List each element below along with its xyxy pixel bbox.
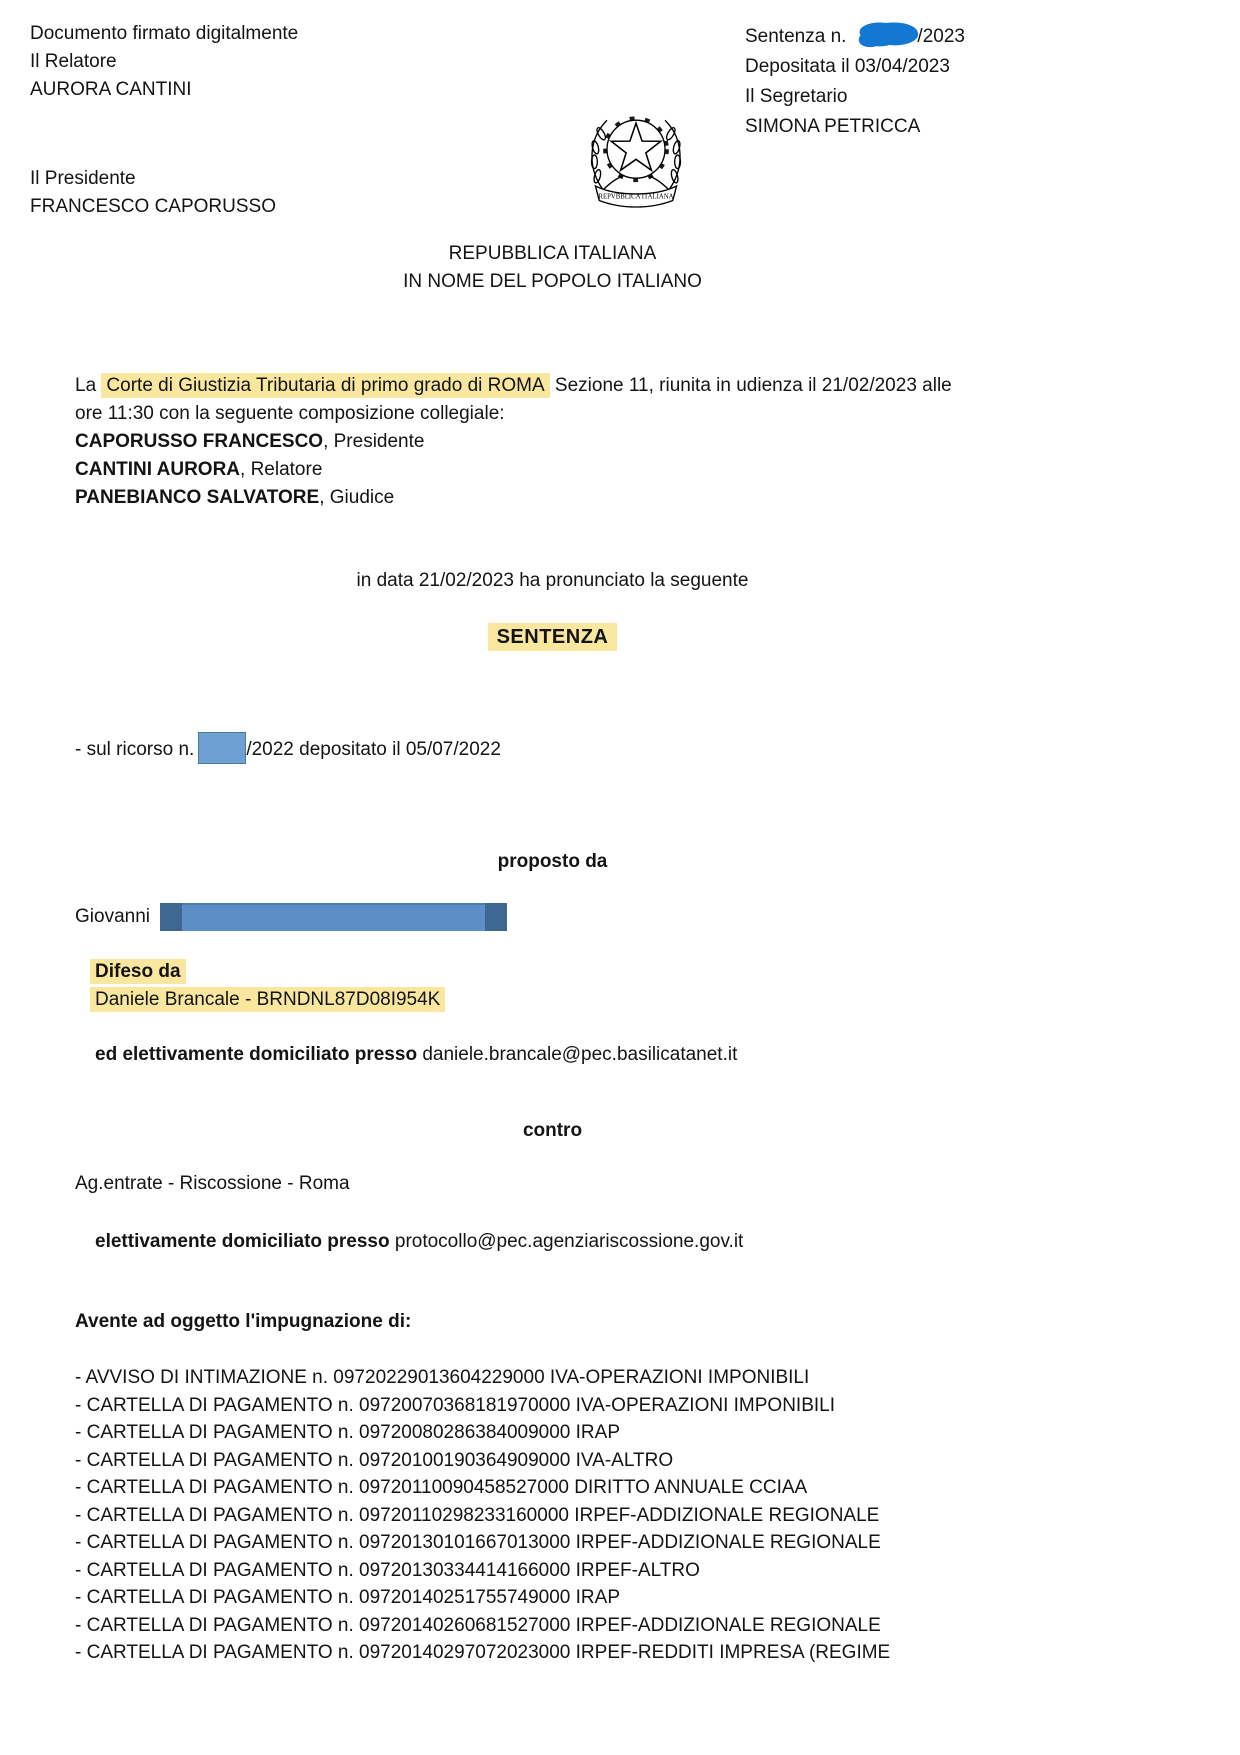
presidente-label: Il Presidente: [30, 168, 136, 189]
ricorso-post: /2022 depositato il 05/07/2022: [246, 739, 501, 760]
list-item: - AVVISO DI INTIMAZIONE n. 09720229013604229000 IVA-OPERAZIONI IMPONIBILI: [75, 1367, 810, 1388]
redaction-box: [198, 732, 246, 764]
court-name-highlight: Corte di Giustizia Tributaria di primo grado di ROMA: [101, 373, 549, 398]
panel-member-row: [75, 456, 1030, 484]
proposto-da-heading: proposto da: [497, 851, 608, 872]
difensore-line: [90, 986, 445, 1014]
intro-post: Sezione 11, riunita in udienza il 21/02/2023 alle: [549, 375, 952, 396]
intro-paragraph: [75, 372, 1030, 512]
redaction-bar-cap: [485, 903, 507, 931]
star-icon: [611, 123, 661, 170]
digitally-signed-note: Documento firmato digitalmente: [30, 23, 299, 44]
intro-pre: La: [75, 375, 102, 396]
contro-heading: contro: [522, 1120, 583, 1141]
panel-member-name: PANEBIANCO SALVATORE: [75, 487, 320, 508]
ricorrente-first-name: Giovanni: [75, 906, 150, 927]
domicile-bold: elettivamente domiciliato presso: [95, 1231, 390, 1252]
intro-line-2: ore 11:30 con la seguente composizione collegiale:: [75, 403, 505, 424]
masthead: [75, 240, 1030, 296]
list-item: - CARTELLA DI PAGAMENTO n. 09720140297072023000 IRPEF-REDDITI IMPRESA (REGIME: [75, 1642, 891, 1663]
panel-member-name: CANTINI AURORA: [75, 459, 241, 480]
sentenza-info-block: [745, 20, 965, 142]
deposited-line: Depositata il 03/04/2023: [745, 56, 950, 77]
list-item: - CARTELLA DI PAGAMENTO n. 09720100190364909000 IVA-ALTRO: [75, 1449, 674, 1471]
sentenza-heading: [75, 622, 1030, 653]
list-item: - CARTELLA DI PAGAMENTO n. 09720070368181970000 IVA-OPERAZIONI IMPONIBILI: [75, 1394, 835, 1416]
panel-member-role: , Presidente: [323, 431, 425, 452]
resistente-line: Ag.entrate - Riscossione - Roma: [75, 1173, 350, 1194]
domicile-line-ricorrente: [95, 1041, 737, 1069]
list-item: - CARTELLA DI PAGAMENTO n. 09720110090458527000 DIRITTO ANNUALE CCIAA: [75, 1477, 808, 1498]
domicile-line-resistente: [95, 1228, 743, 1256]
list-item: - CARTELLA DI PAGAMENTO n. 09720110298233160000 IRPEF-ADDIZIONALE REGIONALE: [75, 1504, 880, 1526]
redaction-bar-cap: [160, 903, 182, 931]
difeso-da-block: [90, 958, 445, 1014]
contested-acts-list: [75, 1364, 1225, 1667]
relatore-name: AURORA CANTINI: [30, 79, 192, 100]
signature-block-relatore: [30, 20, 298, 104]
pronouncement-line: in data 21/02/2023 ha pronunciato la seguente: [356, 570, 749, 591]
panel-member-row: [75, 484, 1030, 512]
ricorso-pre: - sul ricorso n.: [75, 739, 195, 760]
segretario-label: Il Segretario: [745, 86, 848, 107]
italy-republic-emblem-icon: [578, 100, 694, 212]
sentenza-number-label: Sentenza n.: [745, 26, 847, 47]
list-item: - CARTELLA DI PAGAMENTO n. 09720080286384009000 IRAP: [75, 1422, 620, 1443]
list-item: - CARTELLA DI PAGAMENTO n. 09720140251755749000 IRAP: [75, 1587, 620, 1608]
republic-title: REPUBBLICA ITALIANA: [448, 243, 657, 264]
presidente-name: FRANCESCO CAPORUSSO: [30, 196, 276, 217]
segretario-name: SIMONA PETRICCA: [745, 116, 921, 137]
domicile-pec-address: daniele.brancale@pec.basilicatanet.it: [417, 1044, 738, 1065]
difensore-highlight: Daniele Brancale - BRNDNL87D08I954K: [90, 987, 445, 1012]
panel-member-role: , Relatore: [240, 459, 323, 480]
domicile-pec-address: protocollo@pec.agenziariscossione.gov.it: [389, 1231, 744, 1252]
sentenza-year: /2023: [917, 26, 965, 47]
ricorrente-row: [75, 903, 1030, 931]
sentenza-title-highlight: SENTENZA: [488, 623, 618, 651]
panel-member-name: CAPORUSSO FRANCESCO: [75, 431, 324, 452]
difeso-da-line: [90, 958, 445, 986]
intro-line-1: [75, 372, 1030, 400]
signature-block-presidente: [30, 165, 276, 221]
difeso-da-highlight: Difeso da: [90, 959, 186, 984]
emblem-ribbon-text: REPVBBLICA ITALIANA: [598, 193, 674, 201]
list-item: - CARTELLA DI PAGAMENTO n. 09720130101667013000 IRPEF-ADDIZIONALE REGIONALE: [75, 1532, 881, 1553]
panel-member-role: , Giudice: [319, 487, 395, 508]
oggetto-heading: Avente ad oggetto l'impugnazione di:: [75, 1311, 412, 1332]
panel-member-row: [75, 428, 1030, 456]
ricorso-line: [75, 732, 1030, 764]
in-the-name-of-people: IN NOME DEL POPOLO ITALIANO: [403, 271, 702, 292]
redaction-scribble: [850, 20, 922, 50]
relatore-label: Il Relatore: [30, 51, 117, 72]
domicile-bold: ed elettivamente domiciliato presso: [95, 1044, 418, 1065]
list-item: - CARTELLA DI PAGAMENTO n. 09720130334414166000 IRPEF-ALTRO: [75, 1559, 700, 1581]
sentenza-number-line: [745, 20, 965, 52]
list-item: - CARTELLA DI PAGAMENTO n. 09720140260681527000 IRPEF-ADDIZIONALE REGIONALE: [75, 1614, 881, 1636]
redaction-bar: [160, 903, 507, 931]
